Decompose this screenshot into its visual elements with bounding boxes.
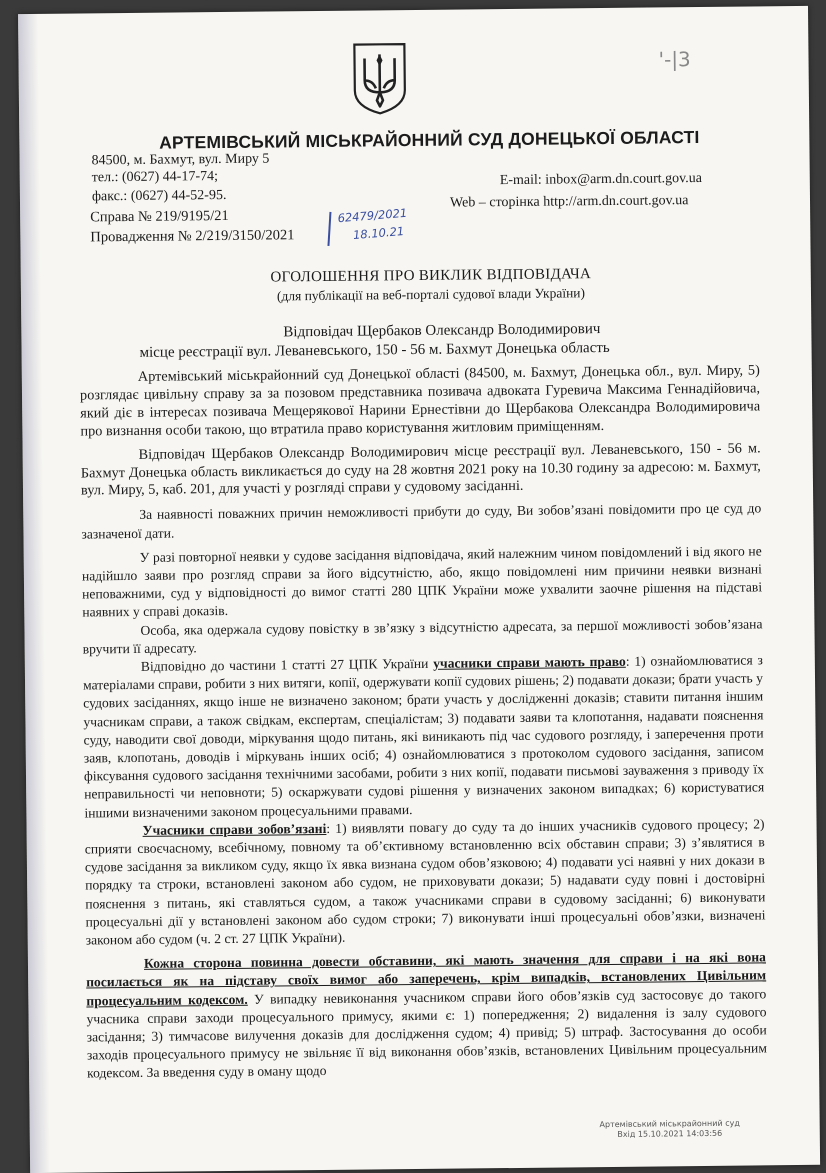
scan-edge-shade (18, 14, 50, 1173)
paragraph-summons-delivery: Особа, яка одержала судову повістку в зв’язку з відсутністю адресата, за першої можливості зобов’язана вручити її адресату. (82, 615, 763, 657)
paragraph-evidence (86, 949, 767, 1084)
respondent-name: Відповідач Щербаков Олександр Володимирович (283, 321, 601, 341)
court-email: E-mail: inbox@arm.dn.court.gov.ua (499, 170, 702, 189)
evidence-bold: Кожна сторона повинна довести обставини, які мають значення для справи і на які вона посилається як на підставу своїх вимог або заперечень, крім випадків, встановлених Цивільним процесуальним кодексом. (86, 949, 767, 1009)
incoming-stamp-court: Артемівський міськрайонний суд (599, 1118, 740, 1130)
document-page (18, 6, 820, 1173)
notice-subtitle: (для публікації на веб-порталі судової влади України) (276, 285, 586, 304)
paragraph-duties (84, 815, 765, 950)
trident-emblem-icon (350, 40, 409, 117)
notice-title: ОГОЛОШЕННЯ ПРО ВИКЛИК ВІДПОВІДАЧА (270, 266, 592, 286)
duties-text: : 1) виявляти повагу до суду та до інших учасників судового процесу; 2) сприяти своєчасному, всебічному, повному та об’єктивному встановленню всіх обставин справи; 3) з’являтися в судове засідання за викликом суду, якщо їх явка визнана судом обов’язковою; 4) подавати усі наявні у них докази в порядку та строки, встановлені законом або судом, не приховувати докази; 5) надавати суду повні і достовірні пояснення з питань, які ставляться судом, а також учасниками справи в судовому засіданні; 6) виконувати процесуальні дії у встановлені законом або судом строки; 7) виконувати інші процесуальні обов’язки, визначені законом або судом (ч. 2 ст. 27 ЦПК України). (84, 816, 766, 948)
respondent-registration: місце реєстрації вул. Леваневського, 150 - 56 м. Бахмут Донецька область (139, 339, 610, 361)
court-website: Web – сторінка http://arm.dn.court.gov.ua (449, 193, 689, 211)
duties-heading: Учасники справи зобов’язані (142, 820, 327, 838)
case-number: Справа № 219/9195/21 (90, 207, 229, 226)
rights-heading: учасники справи мають право (433, 653, 626, 671)
paragraph-default-judgment: У разі повторної неявки у судове засідання відповідача, який належним чином повідомлений і від якого не надійшло заяви про розгляд справи за його відсутністю, або, якщо повідомлені ним причини неявки визнані неповажними, суд у відповідності до вимог статті 280 ЦПК України може ухвалити заочне рішення на підставі наявних у справі доказів. (81, 543, 763, 620)
court-fax: факс.: (0627) 44-52-95. (91, 187, 227, 205)
paragraph-case: Артемівський міськрайонний суд Донецької області (84500, м. Бахмут, Донецька обл., вул. Миру, 5) розглядає цивільну справу за за позовом представника позивача адвоката Гуревича Максима Геннадійовича, який діє в інтересах позивача Мещерякової Нарини Ернестівни до Щербакова Олександра Володимировича про визнання особи такою, що втратила право користування житловим приміщенням. (79, 362, 761, 440)
registration-stamp (337, 204, 409, 245)
stamp-date: 18.10.21 (352, 223, 405, 243)
proceeding-number: Провадження № 2/219/3150/2021 (90, 227, 295, 246)
incoming-stamp-date: Вхід 15.10.2021 14:03:56 (617, 1128, 723, 1139)
stamp-number: 62479/2021 (337, 205, 408, 226)
court-address: 84500, м. Бахмут, вул. Миру 5 (91, 151, 270, 169)
incoming-stamp (570, 1118, 770, 1140)
evidence-text: У випадку невиконання учасником справи його обов’язків суд застосовує до такого учасника справи заходи процесуального примусу, якими є: 1) попередження; 2) видалення із залу судового засідання; 3) тимчасове вилучення доказів для дослідження судом; 4) привід; 5) штраф. Застосування до особи заходів процесуального примусу не звільняє її від виконання обов’язків, встановлених Цивільним процесуальним кодексом. За введення суду в оману щодо (86, 985, 767, 1081)
rights-intro: Відповідно до частини 1 статті 27 ЦПК України (140, 655, 429, 674)
corner-mark: '-|3 (658, 47, 691, 72)
court-name: АРТЕМІВСЬКИЙ МІСЬКРАЙОННИЙ СУД ДОНЕЦЬКОЇ ОБЛАСТІ (159, 127, 700, 153)
paragraph-summons: Відповідач Щербаков Олександр Володимирович місце реєстрації вул. Леваневського, 150 - 56 м. Бахмут Донецька область викликається до суду на 28 жовтня 2021 року на 10.30 годину за адресою: м. Бахмут, вул. Миру, 5, каб. 201, для участі у розгляді справи у судовому засіданні. (80, 440, 761, 499)
court-phone: тел.: (0627) 44-17-74; (91, 169, 219, 186)
rights-text: : 1) ознайомлюватися з матеріалами справи, робити з них витяги, копії, одержувати копії судових рішень; 2) подавати докази; брати участь у судових засіданнях, якщо інше не визначено законом; брати участь у дослідженні доказів; ставити питання іншим учасникам справи, а також свідкам, експертам, спеціалістам; 3) подавати заяви та клопотання, надавати пояснення суду, наводити свої доводи, міркування щодо питань, які виникають під час судового розгляду, і заперечення проти заяв, клопотань, доводів і міркувань інших осіб; 4) ознайомлюватися з протоколом судового засідання, записом фіксування судового засідання технічними засобами, робити з них копії, подавати письмові зауваження з приводу їх неправильності чи неповноти; 5) оскаржувати судові рішення у визначених законом випадках; 6) користуватися іншими визначеними законом процесуальними правами. (82, 652, 765, 821)
notice-body (80, 362, 767, 1083)
paragraph-notify: За наявності поважних причин неможливості прибути до суду, Ви зобов’язані повідомити про це суд до зазначеної дати. (81, 500, 762, 542)
paragraph-rights (83, 651, 765, 822)
stamp-bar (327, 212, 331, 246)
